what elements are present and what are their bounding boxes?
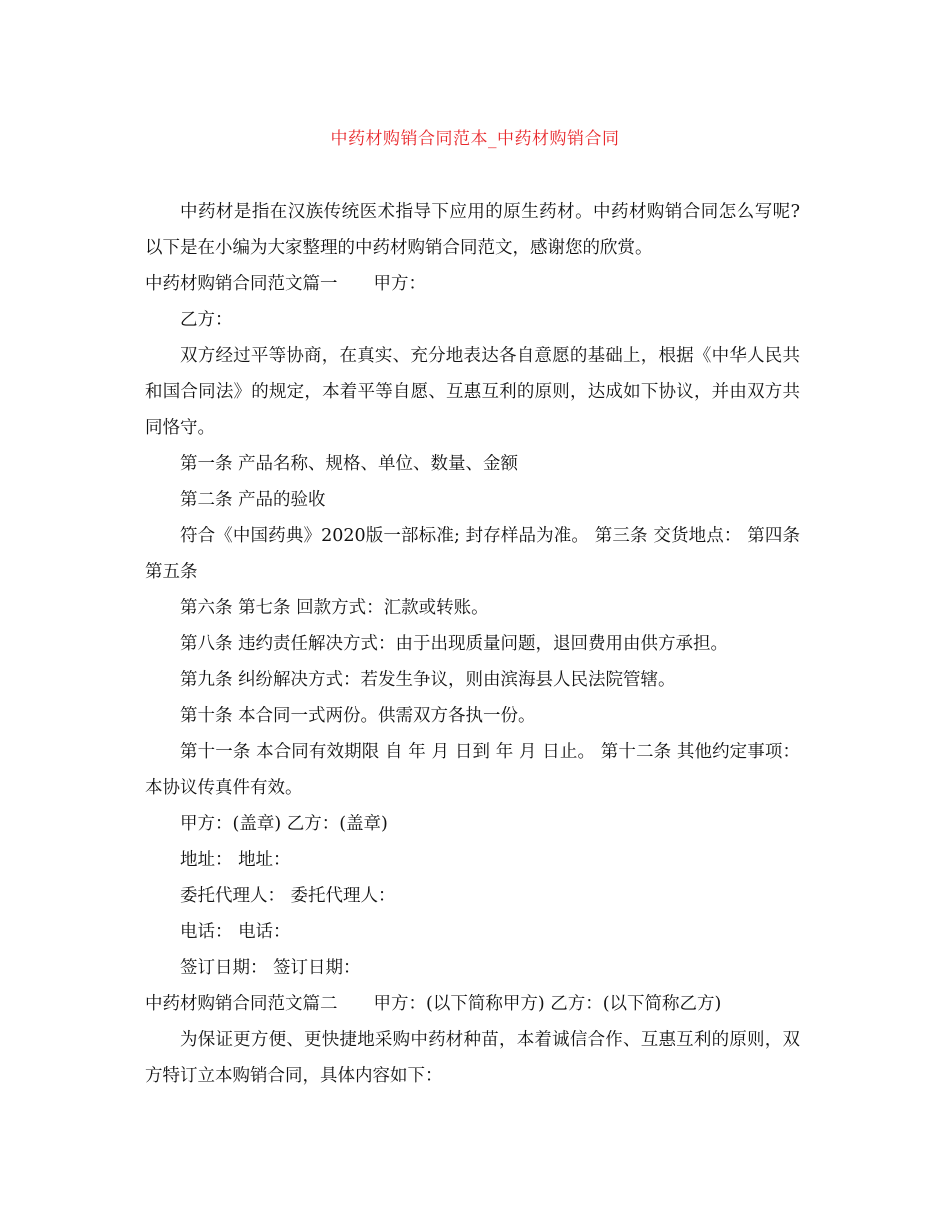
document-title: 中药材购销合同范本_中药材购销合同 xyxy=(330,129,620,149)
section-2-heading-text: 中药材购销合同范文篇二 xyxy=(145,994,338,1014)
signature-phone-line: 电话： 电话： xyxy=(180,922,291,942)
section-heading-1 xyxy=(145,266,800,302)
signature-agent-line: 委托代理人： 委托代理人： xyxy=(180,886,396,906)
party-b-line: 乙方： xyxy=(180,310,233,330)
section-1-party-a: 甲方： xyxy=(373,274,426,294)
article-8: 第八条 违约责任解决方式：由于出现质量问题，退回费用由供方承担。 xyxy=(180,634,729,654)
section-2-preamble: 为保证更方便、更快捷地采购中药材种苗，本着诚信合作、互惠互利的原则，双方特订立本购销合同，具体内容如下： xyxy=(145,1030,800,1086)
signature-date-line: 签订日期： 签订日期： xyxy=(180,958,361,978)
section-heading-2 xyxy=(145,986,800,1022)
section-2-parties: 甲方：(以下简称甲方) 乙方：(以下简称乙方) xyxy=(373,994,722,1014)
agreement-preamble: 双方经过平等协商，在真实、充分地表达各自意愿的基础上，根据《中华人民共和国合同法》的规定，本着平等自愿、互惠互利的原则，达成如下协议，并由双方共同恪守。 xyxy=(145,346,800,438)
article-1: 第一条 产品名称、规格、单位、数量、金额 xyxy=(180,454,519,474)
intro-paragraph: 中药材是指在汉族传统医术指导下应用的原生药材。中药材购销合同怎么写呢?以下是在小编为大家整理的中药材购销合同范文，感谢您的欣赏。 xyxy=(145,202,800,258)
document-body xyxy=(145,194,800,1094)
article-11-12: 第十一条 本合同有效期限 自 年 月 日到 年 月 日止。 第十二条 其他约定事项：本协议传真件有效。 xyxy=(145,742,800,798)
article-2: 第二条 产品的验收 xyxy=(180,490,326,510)
article-9: 第九条 纠纷解决方式：若发生争议，则由滨海县人民法院管辖。 xyxy=(180,670,676,690)
article-2-detail: 符合《中国药典》2020版一部标准; 封存样品为准。 第三条 交货地点： 第四条 第五条 xyxy=(145,526,800,582)
signature-seal-line: 甲方：(盖章) 乙方：(盖章) xyxy=(180,814,388,834)
section-1-heading-text: 中药材购销合同范文篇一 xyxy=(145,274,338,294)
article-10: 第十条 本合同一式两份。供需双方各执一份。 xyxy=(180,706,536,726)
signature-address-line: 地址： 地址： xyxy=(180,850,291,870)
article-6-7: 第六条 第七条 回款方式：汇款或转账。 xyxy=(180,598,489,618)
